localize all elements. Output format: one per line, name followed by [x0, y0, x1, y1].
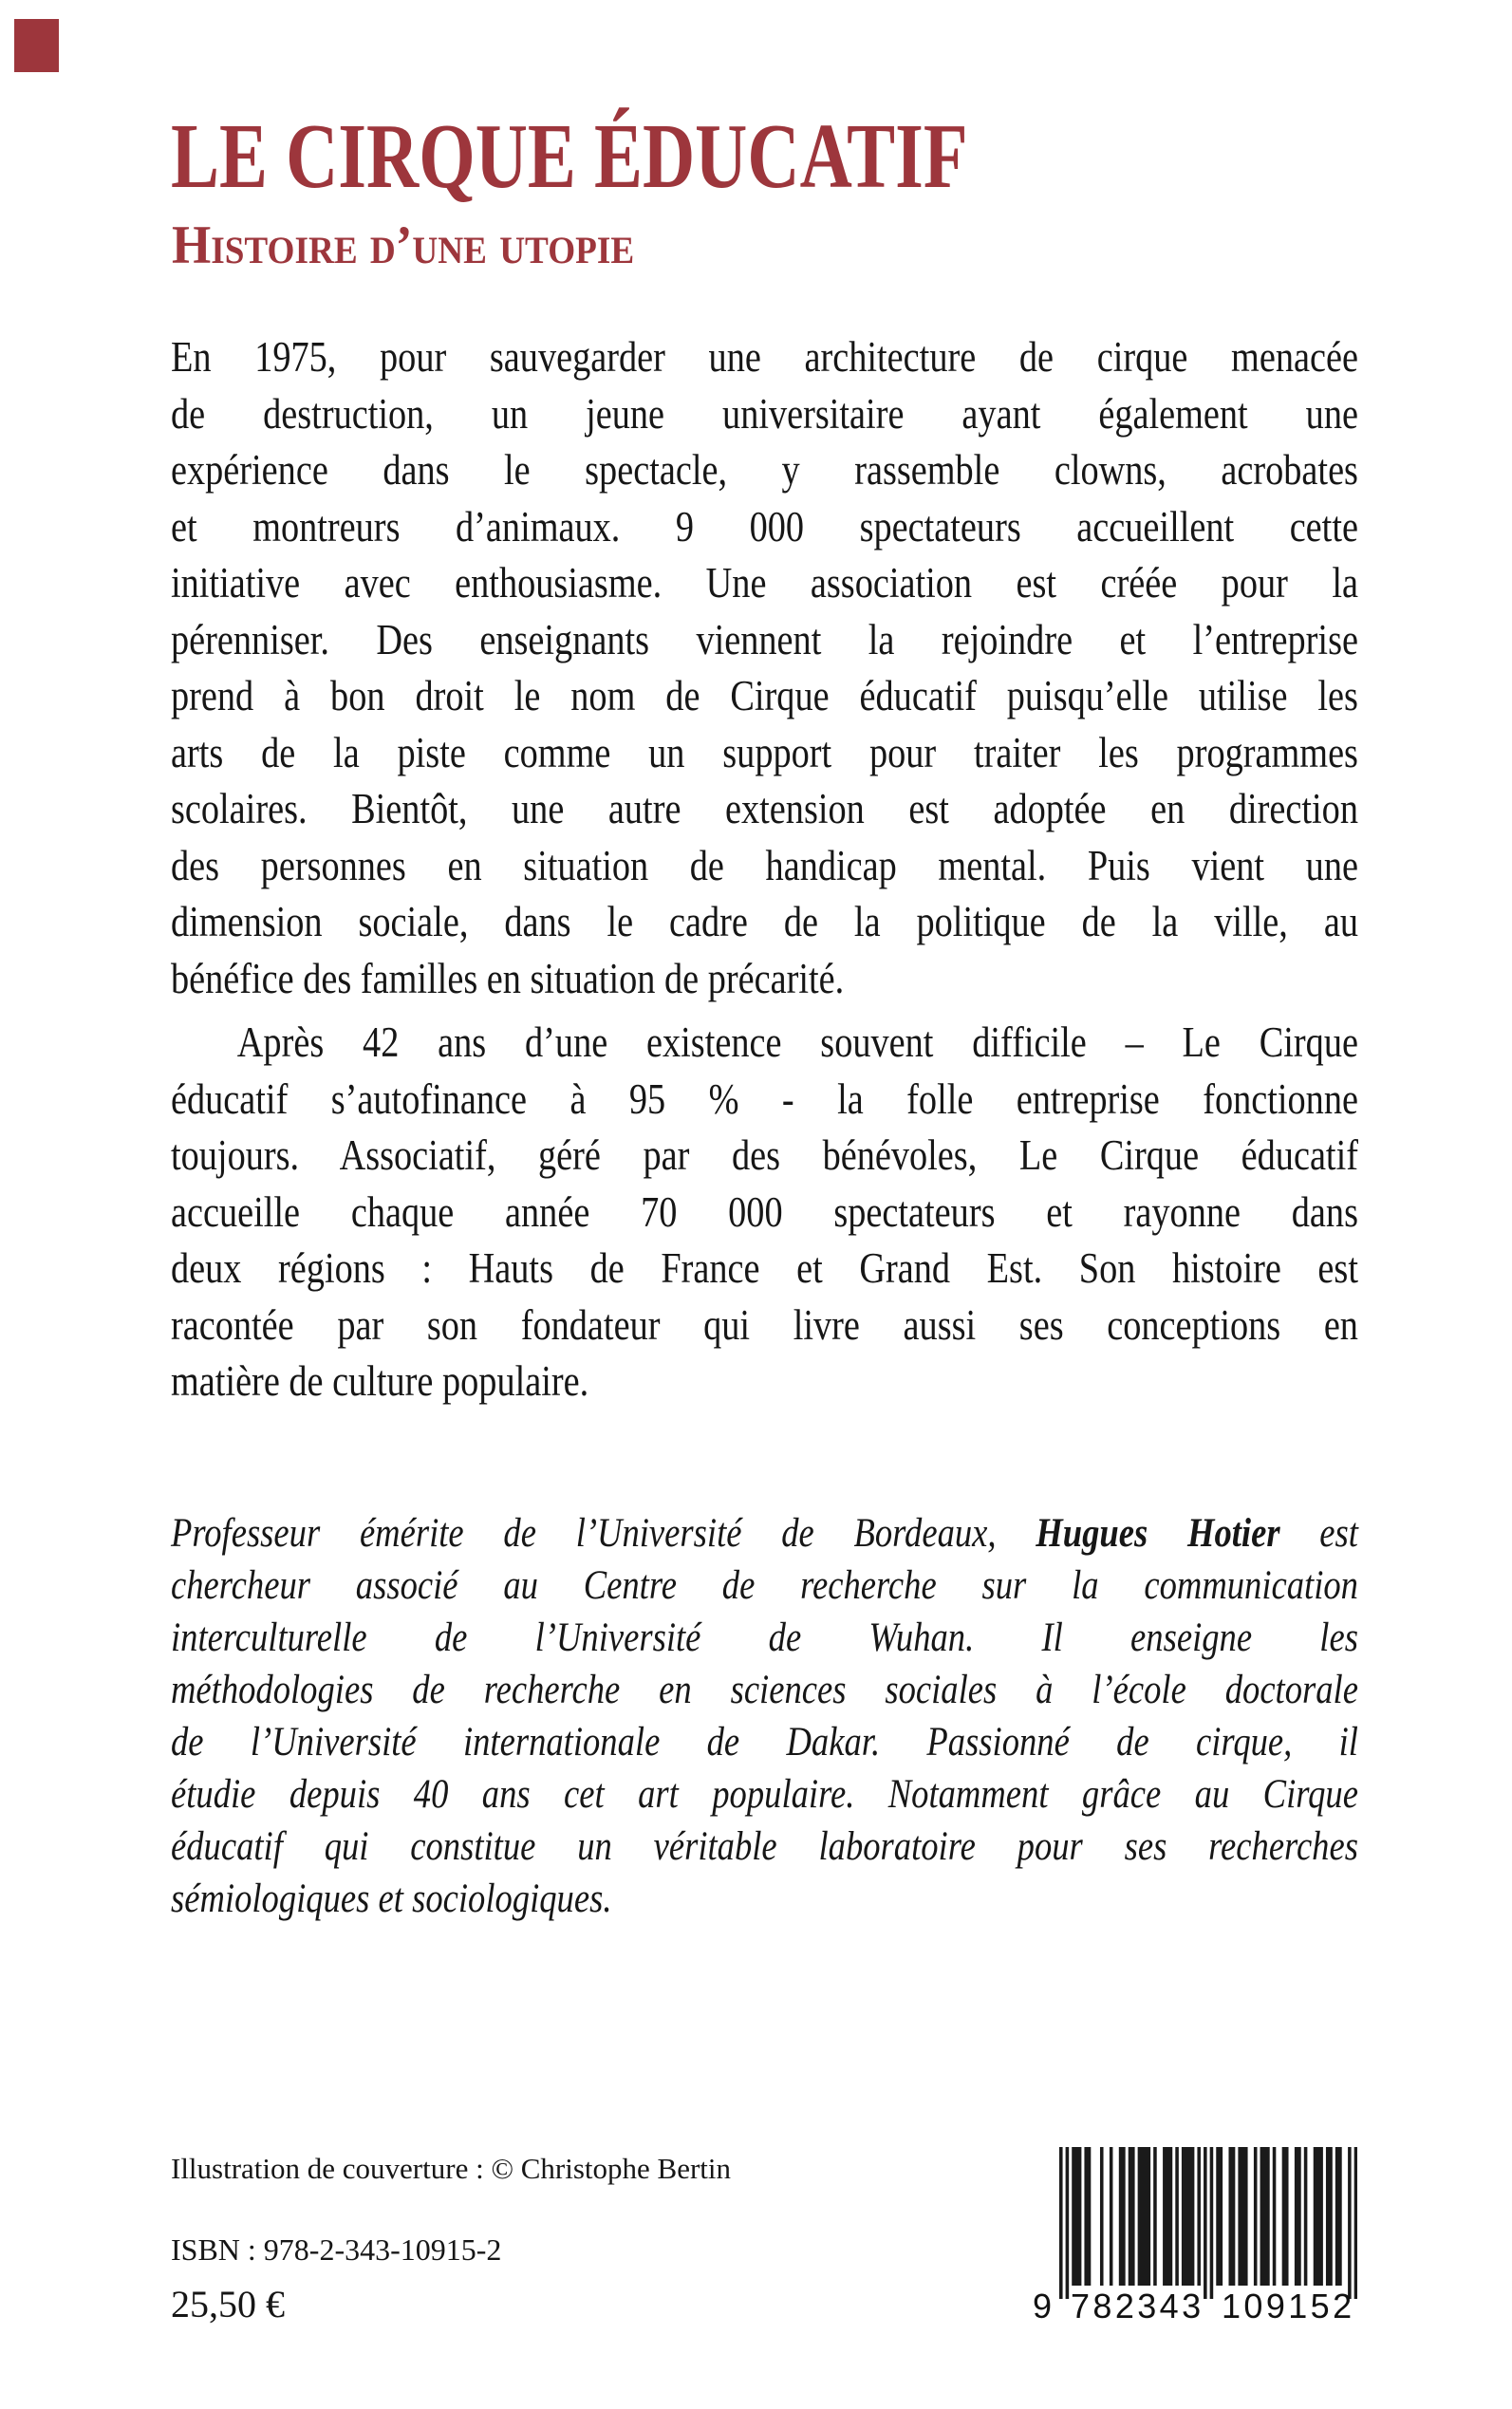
- text-line: pérenniser. Des enseignants viennent la rejoindre et l’entreprise: [171, 615, 1358, 663]
- bio-text: est: [1279, 1511, 1358, 1556]
- ean13-barcode: [1059, 2147, 1357, 2299]
- isbn-number: ISBN : 978-2-343-10915-2: [171, 2232, 502, 2267]
- book-title: LE CIRQUE ÉDUCATIF: [171, 105, 968, 208]
- text-line: deux régions : Hauts de France et Grand Est. Son histoire est: [171, 1244, 1358, 1292]
- text-line: éducatif s’autofinance à 95 % - la folle entreprise fonctionne: [171, 1074, 1358, 1123]
- text-line: initiative avec enthousiasme. Une association est créée pour la: [171, 559, 1358, 607]
- text-line: Après 42 ans d’une existence souvent difficile – Le Cirque: [236, 1018, 1358, 1066]
- text-line: étudie depuis 40 ans cet art populaire. Notamment grâce au Cirque: [171, 1772, 1358, 1817]
- text-line: accueille chaque année 70 000 spectateurs et rayonne dans: [171, 1187, 1358, 1236]
- text-line: toujours. Associatif, géré par des bénévoles, Le Cirque éducatif: [171, 1131, 1358, 1179]
- text-line: [171, 1507, 1358, 1559]
- text-line: racontée par son fondateur qui livre aussi ses conceptions en: [171, 1300, 1358, 1349]
- book-subtitle: Histoire d’une utopie: [172, 215, 635, 275]
- barcode-digit-group: 109152: [1222, 2287, 1355, 2325]
- text-line: chercheur associé au Centre de recherche sur la communication: [171, 1563, 1358, 1608]
- synopsis-paragraph-1: [171, 329, 1358, 1007]
- author-name: Hugues Hotier: [1036, 1511, 1280, 1556]
- text-line: bénéfice des familles en situation de précarité.: [171, 954, 845, 1002]
- text-line: éducatif qui constitue un véritable laboratoire pour ses recherches: [171, 1824, 1358, 1869]
- price: 25,50 €: [171, 2283, 285, 2325]
- text-line: arts de la piste comme un support pour traiter les programmes: [171, 728, 1358, 776]
- barcode-digit-group: 9: [1033, 2287, 1053, 2325]
- text-line: expérience dans le spectacle, y rassemble clowns, acrobates: [171, 446, 1358, 494]
- text-line: matière de culture populaire.: [171, 1357, 589, 1405]
- author-biography: [171, 1507, 1358, 1925]
- text-line: En 1975, pour sauvegarder une architecture de cirque menacée: [171, 333, 1358, 381]
- text-line: prend à bon droit le nom de Cirque éducatif puisqu’elle utilise les: [171, 672, 1358, 719]
- barcode-digit-group: 782343: [1071, 2287, 1204, 2325]
- text-line: méthodologies de recherche en sciences sociales à l’école doctorale: [171, 1668, 1358, 1712]
- bio-text: Professeur émérite de l’Université de Bordeaux,: [171, 1511, 1036, 1556]
- cover-illustration-credit: Illustration de couverture : © Christophe Bertin: [171, 2152, 732, 2185]
- text-line: scolaires. Bientôt, une autre extension est adoptée en direction: [171, 785, 1358, 832]
- text-line: et montreurs d’animaux. 9 000 spectateurs accueillent cette: [171, 502, 1358, 551]
- corner-mark: [14, 19, 59, 72]
- text-line: de l’Université internationale de Dakar. Passionné de cirque, il: [171, 1720, 1358, 1765]
- text-line: des personnes en situation de handicap mental. Puis vient une: [171, 841, 1358, 889]
- synopsis-paragraph-2: [171, 1015, 1358, 1410]
- text-line: de destruction, un jeune universitaire ayant également une: [171, 389, 1358, 438]
- text-line: interculturelle de l’Université de Wuhan. Il enseigne les: [171, 1615, 1358, 1660]
- text-line: sémiologiques et sociologiques.: [171, 1877, 612, 1921]
- text-line: dimension sociale, dans le cadre de la politique de la ville, au: [171, 898, 1358, 945]
